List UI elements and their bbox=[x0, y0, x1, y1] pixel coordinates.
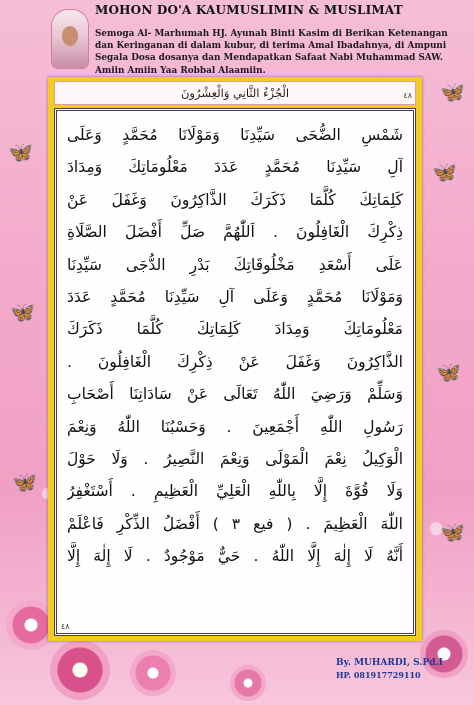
arabic-line: شَمْسِ الضُّحَى سَيِّدِنَا وَمَوْلَانَا مُحَمَّدٍ وَعَلَى bbox=[67, 126, 403, 144]
author-credit: By. MUHARDI, S.Pd.I bbox=[336, 658, 443, 668]
butterfly-icon: 🦋 bbox=[436, 360, 461, 384]
arabic-text bbox=[67, 119, 403, 625]
prayer-text: Semoga Al- Marhumah HJ. Ayunah Binti Kasim di Berikan Ketenangan dan Keringanan di dalam kubur, di terima Amal Ibadahnya, di Ampuni Segala Dosa dosanya dan Mendapatkan Safaat Nabi Muhammad SAW. Amiin Amiin Yaa Robbal Alaamiin. bbox=[95, 29, 448, 76]
arabic-line: عَلَى أَسْعَدِ مَخْلُوقَاتِكَ بَدْرِ الدُّجَى سَيِّدِنَا bbox=[67, 255, 403, 274]
butterfly-icon: 🦋 bbox=[440, 80, 465, 104]
flower-decoration bbox=[130, 650, 176, 696]
flower-decoration bbox=[230, 665, 266, 701]
arabic-line: ذِكْرِكَ الْغَافِلُونَ . اَللّٰهُمَّ صَلِّ أَفْضَلَ الصَّلَاةِ bbox=[67, 223, 403, 242]
arabic-line: آلِ سَيِّدِنَا مُحَمَّدٍ عَدَدَ مَعْلُومَاتِكَ وَمِدَادَ bbox=[67, 158, 403, 177]
butterfly-icon: 🦋 bbox=[432, 160, 457, 184]
arabic-line: الْوَكِيلُ نِعْمَ الْمَوْلَى وَنِعْمَ النَّصِيرُ . وَلَا حَوْلَ bbox=[67, 450, 403, 469]
flower-decoration bbox=[50, 640, 110, 700]
flower-decoration bbox=[420, 630, 468, 678]
butterfly-icon: 🦋 bbox=[10, 300, 35, 324]
page-number-bottom: ٤٨ bbox=[61, 622, 70, 631]
arabic-line: وَلَا قُوَّةَ إِلَّا بِاللّٰهِ الْعَلِيِّ الْعَظِيمِ . أَسْتَغْفِرُ bbox=[67, 482, 403, 501]
scripture-page bbox=[48, 77, 422, 641]
butterfly-icon: 🦋 bbox=[12, 470, 37, 494]
butterfly-icon: 🦋 bbox=[8, 140, 33, 164]
avatar bbox=[52, 10, 88, 68]
arabic-text-frame bbox=[54, 108, 416, 636]
arabic-line: مَعْلُومَاتِكَ وَمِدَادَ كَلِمَاتِكَ كُلَّمَا ذَكَرَكَ bbox=[67, 320, 403, 339]
arabic-line: رَسُولِ اللّٰهِ أَجْمَعِينَ . وَحَسْبُنَا اللّٰهُ وَنِعْمَ bbox=[67, 417, 403, 436]
butterfly-icon: 🦋 bbox=[440, 520, 465, 544]
arabic-line: الذَّاكِرُونَ وَغَفَلَ عَنْ ذِكْرِكَ الْغَافِلُونَ . bbox=[67, 352, 403, 371]
arabic-line: كَلِمَاتِكَ كُلَّمَا ذَكَرَكَ الذَّاكِرُونَ وَغَفَلَ عَنْ bbox=[67, 190, 403, 209]
arabic-line: اللّٰهَ الْعَظِيمَ . ( فيع ٣ ) أَفْضَلُ الذِّكْرِ فَاعْلَمْ bbox=[67, 514, 403, 533]
juz-header-label: الْجُزْءُ الثَّانِي وَالْعِشْرُونَ bbox=[180, 86, 290, 100]
author-phone: HP. 081917729110 bbox=[336, 670, 421, 680]
arabic-line: وَسَلِّمْ وَرَضِيَ اللّٰهُ تَعَالَى عَنْ سَادَاتِنَا أَصْحَابِ bbox=[67, 385, 403, 404]
arabic-line: وَمَوْلَانَا مُحَمَّدٍ وَعَلَى آلِ سَيِّدِنَا مُحَمَّدٍ عَدَدَ bbox=[67, 288, 403, 307]
page-title: MOHON DO'A KAUMUSLIMIN & MUSLIMAT bbox=[95, 3, 403, 17]
page-number-top: ٤٨ bbox=[403, 91, 412, 100]
juz-header bbox=[54, 81, 416, 105]
arabic-line: أَنَّهُ لَا إِلٰهَ إِلَّا اللّٰهُ . حَيٌّ مَوْجُودٌ . لَا إِلٰهَ إِلَّا bbox=[67, 547, 403, 566]
